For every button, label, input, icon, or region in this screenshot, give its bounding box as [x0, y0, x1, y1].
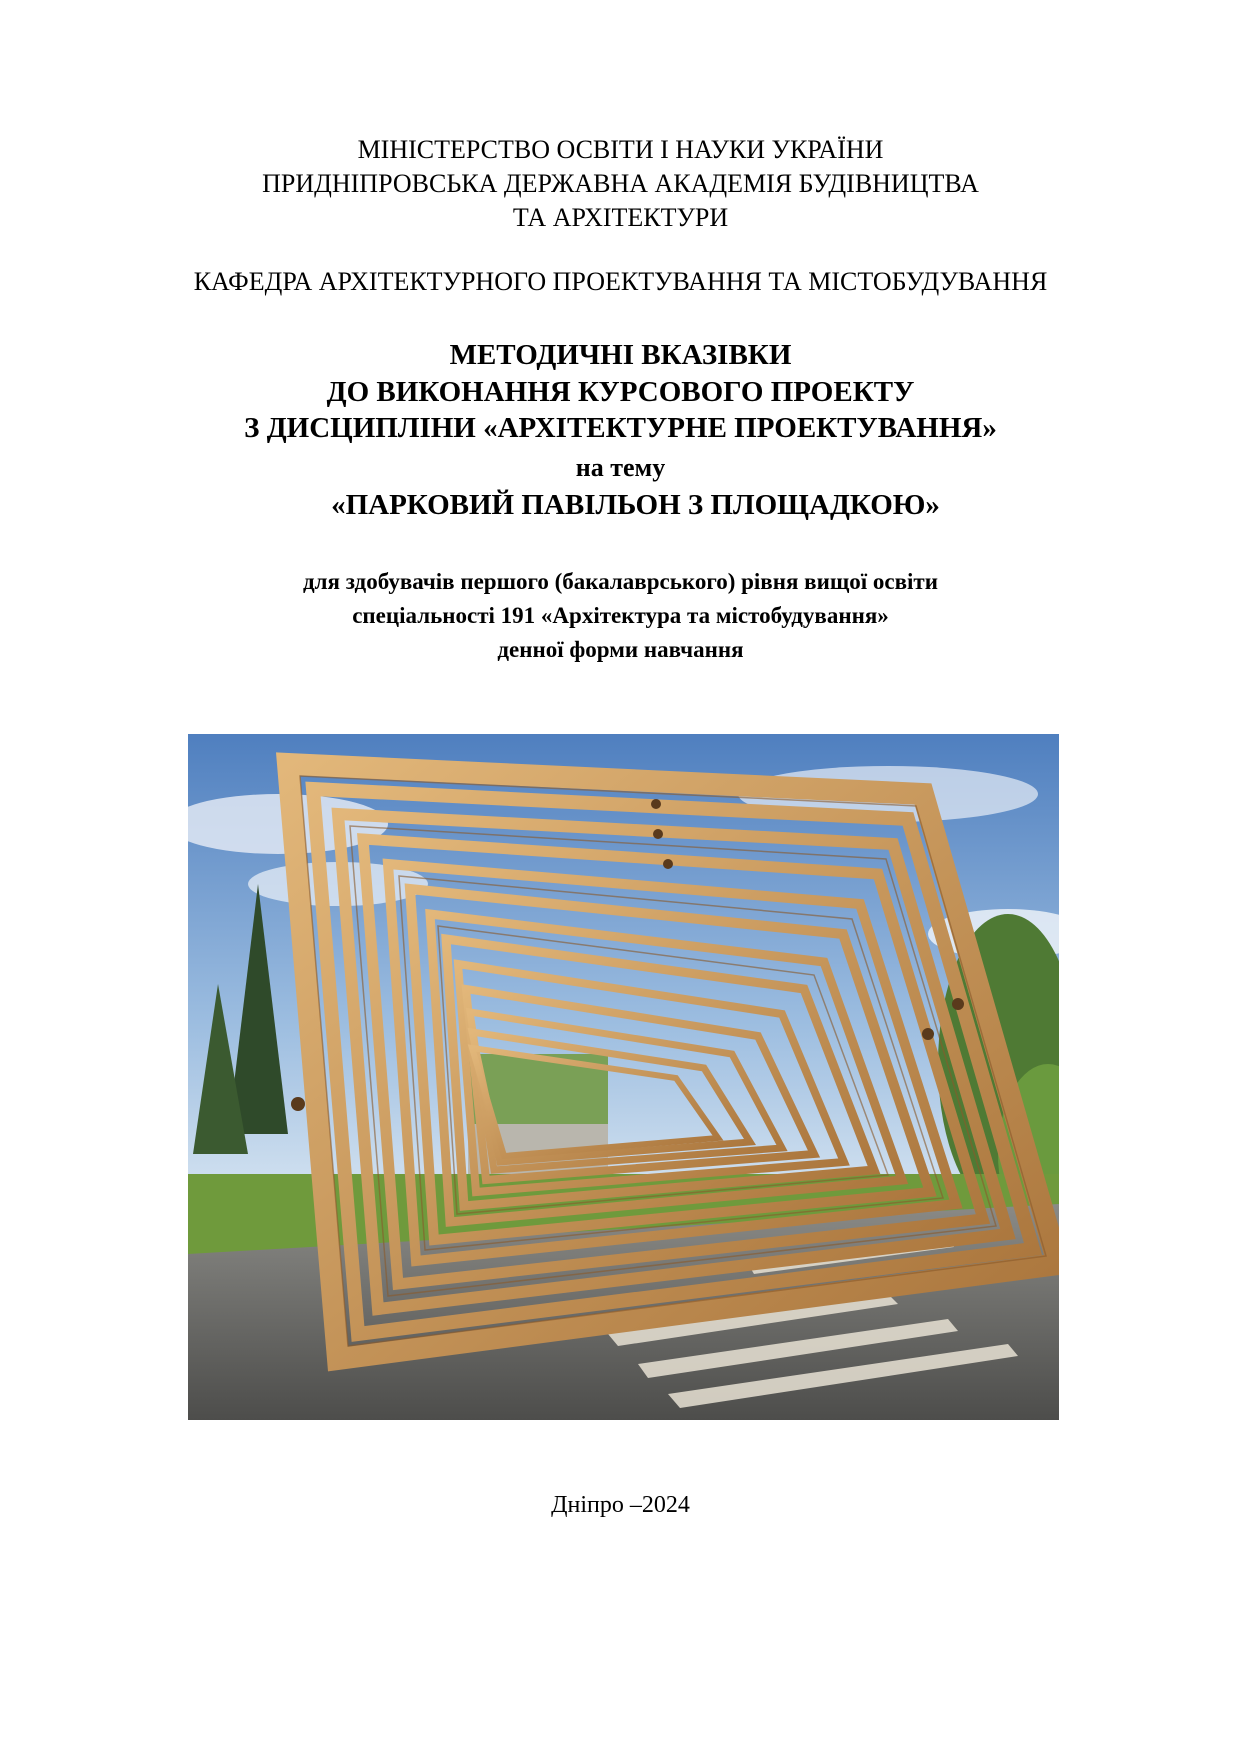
- academy-name-line1: ПРИДНІПРОВСЬКА ДЕРЖАВНА АКАДЕМІЯ БУДІВНИЦТВА: [262, 169, 979, 198]
- document-title-line3: З ДИСЦИПЛІНИ «АРХІТЕКТУРНЕ ПРОЕКТУВАННЯ»: [244, 412, 997, 444]
- academy-name-line2: ТА АРХІТЕКТУРИ: [512, 203, 729, 232]
- department-name: КАФЕДРА АРХІТЕКТУРНОГО ПРОЕКТУВАННЯ ТА МІСТОБУДУВАННЯ: [193, 267, 1048, 296]
- document-title-line1: МЕТОДИЧНІ ВКАЗІВКИ: [449, 339, 792, 371]
- audience-line2: спеціальності 191 «Архітектура та містобудування»: [352, 603, 889, 628]
- audience-line1: для здобувачів першого (бакалаврського) рівня вищої освіти: [303, 569, 938, 594]
- city-year: Дніпро –2024: [551, 1492, 690, 1518]
- document-title-line4: на тему: [575, 453, 666, 482]
- ministry-name: МІНІСТЕРСТВО ОСВІТИ І НАУКИ УКРАЇНИ: [357, 135, 884, 164]
- document-topic: «ПАРКОВИЙ ПАВІЛЬОН З ПЛОЩАДКОЮ»: [331, 489, 940, 521]
- pavilion-illustration: [188, 734, 1059, 1420]
- audience-line3: денної форми навчання: [497, 637, 744, 662]
- pavilion-photo: [188, 734, 1059, 1420]
- document-title-line2: ДО ВИКОНАННЯ КУРСОВОГО ПРОЕКТУ: [326, 376, 915, 408]
